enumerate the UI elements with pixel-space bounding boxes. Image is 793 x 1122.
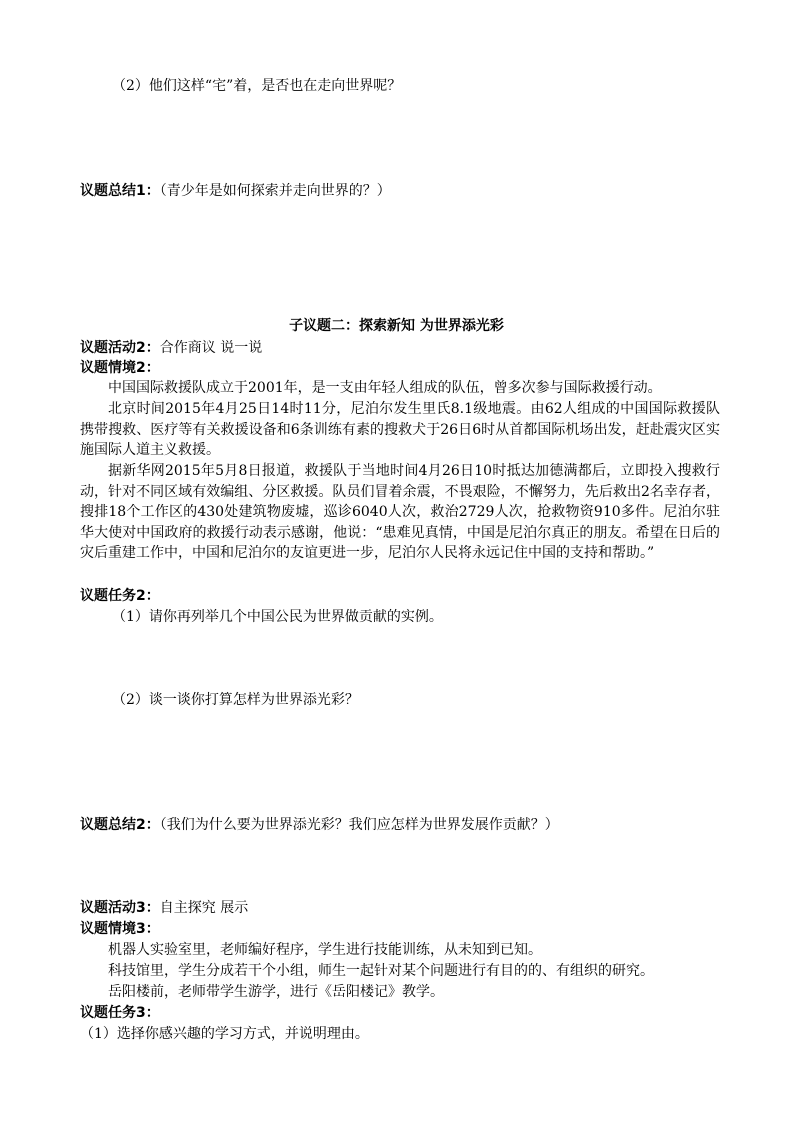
task-3-label: 议题任务3： (80, 1005, 160, 1021)
context-2-paragraph-1: 中国国际救援队成立于2001年，是一支由年轻人组成的队伍，曾多次参与国际救援行动。 (108, 380, 662, 396)
activity-3-label: 议题活动3： (80, 900, 160, 916)
context-3-label: 议题情境3： (80, 921, 160, 937)
activity-2-label: 议题活动2： (80, 340, 160, 356)
summary-1-text: （青少年是如何探索并走向世界的？） (159, 183, 391, 199)
activity-3-text: 自主探究 展示 (159, 900, 249, 916)
activity-2-text: 合作商议 说一说 (159, 340, 263, 356)
context-2-label: 议题情境2： (80, 360, 160, 376)
summary-2-text: （我们为什么要为世界添光彩？我们应怎样为世界发展作贡献？） (159, 817, 559, 833)
summary-2-label: 议题总结2： (80, 817, 160, 833)
context-2-paragraph-2: 北京时间2015年4月25日14时11分，尼泊尔发生里氏8.1级地震。由62人组成的中国国际救援队携带搜救、医疗等有关救援设备和6条训练有素的搜救犬于26日6时从首都国际机场出发，赶赴震灾区实施国际人道主义救援。 (80, 401, 720, 459)
question-2: （2）他们这样“宅”着，是否也在走向世界呢？ (112, 78, 402, 94)
task-3-question-1: （1）选择你感兴趣的学习方式，并说明理由。 (80, 1026, 369, 1042)
context-3-item-2: 科技馆里，学生分成若干个小组，师生一起针对某个问题进行有目的的、有组织的研究。 (108, 963, 654, 979)
summary-1 (80, 181, 391, 201)
task-2-question-1: （1）请你再列举几个中国公民为世界做贡献的实例。 (112, 609, 443, 625)
context-3-item-3: 岳阳楼前，老师带学生游学，进行《岳阳楼记》教学。 (108, 984, 444, 1000)
activity-3 (80, 898, 248, 918)
activity-2 (80, 338, 262, 358)
subtopic-2-title: 子议题二：探索新知 为世界添光彩 (289, 318, 504, 334)
summary-1-label: 议题总结1： (80, 183, 160, 199)
context-3-item-1: 机器人实验室里，老师编好程序，学生进行技能训练，从未知到已知。 (108, 942, 542, 958)
summary-2 (80, 815, 559, 835)
context-2-paragraph-3: 据新华网2015年5月8日报道，救援队于当地时间4月26日10时抵达加德满都后，立即投入搜救行动，针对不同区域有效编组、分区救援。队员们冒着余震，不畏艰险，不懈努力，先后救出2名幸存者，搜排18个工作区的430处建筑物废墟，巡诊6040人次，救治2729人次，抢救物资910多件。尼泊尔驻华大使对中国政府的救援行动表示感谢，他说：“患难见真情，中国是尼泊尔真正的朋友。希望在日后的灾后重建工作中，中国和尼泊尔的友谊更进一步，尼泊尔人民将永远记住中国的支持和帮助。” (80, 463, 720, 562)
task-2-label: 议题任务2： (80, 588, 160, 604)
task-2-question-2: （2）谈一谈你打算怎样为世界添光彩？ (112, 692, 359, 708)
